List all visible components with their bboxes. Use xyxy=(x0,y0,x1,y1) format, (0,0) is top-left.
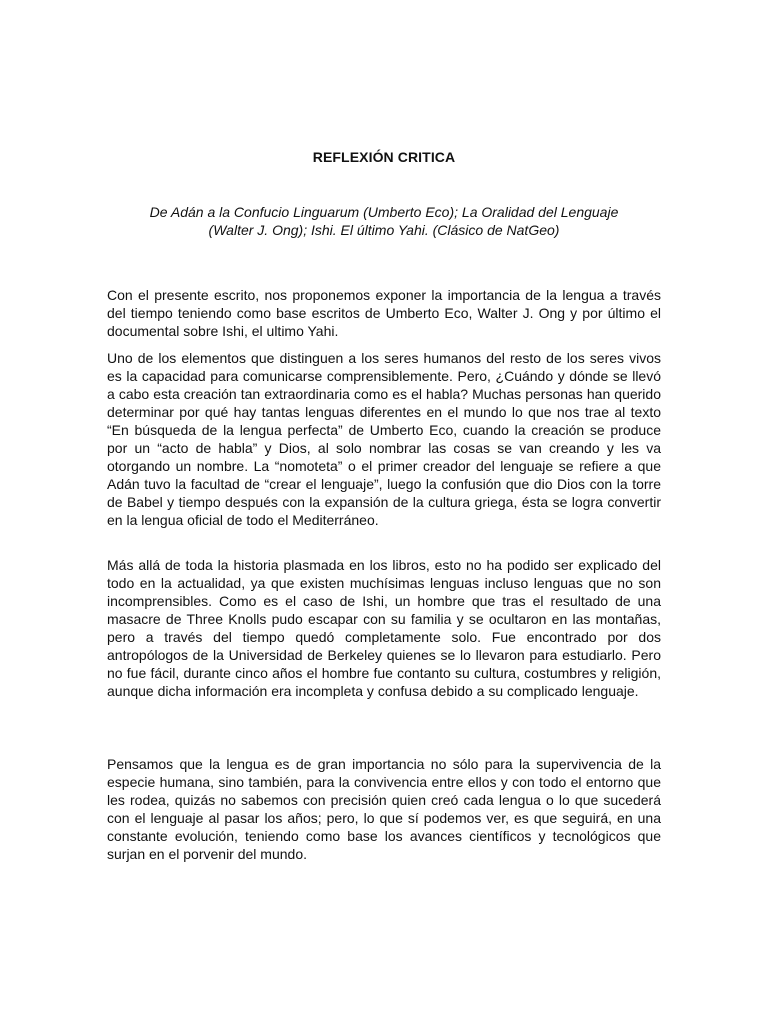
paragraph-text: Con el presente escrito, nos proponemos exponer la importancia de la lengua a través del tiempo teniendo como base escritos de Umberto Eco, Walter J. Ong y por último el documental sobre Ishi, el ultimo Yahi. xyxy=(107,287,661,339)
paragraph-4 xyxy=(107,755,661,863)
subtitle-line-1: De Adán a la Confucio Linguarum (Umberto Eco); La Oralidad del Lenguaje xyxy=(149,204,619,220)
paragraph-text: Más allá de toda la historia plasmada en los libros, esto no ha podido ser explicado del todo en la actualidad, ya que existen muchísimas lenguas incluso lenguas que no son incomprensibles. Como es el caso de Ishi, un hombre que tras el resultado de una masacre de Three Knolls pudo escapar con su familia y se ocultaron en las montañas, pero a través del tiempo quedó completamente solo. Fue encontrado por dos antropólogos de la Universidad de Berkeley quienes se lo llevaron para estudiarlo. Pero no fue fácil, durante cinco años el hombre fue contanto su cultura, costumbres y religión, aunque dicha información era incompleta y confusa debido a su complicado lenguaje. xyxy=(107,557,661,699)
paragraph-1 xyxy=(107,286,661,340)
paragraph-2 xyxy=(107,349,661,529)
paragraph-text: Uno de los elementos que distinguen a los seres humanos del resto de los seres vivos es la capacidad para comunicarse comprensiblemente. Pero, ¿Cuándo y dónde se llevó a cabo esta creación tan extraordinaria como es el habla? Muchas personas han querido determinar por qué hay tantas lenguas diferentes en el mundo lo que nos trae al texto “En búsqueda de la lengua perfecta” de Umberto Eco, cuando la creación se produce por un “acto de habla” y Dios, al solo nombrar las cosas se van creando y les va otorgando un nombre. La “nomoteta” o el primer creador del lenguaje se refiere a que Adán tuvo la facultad de “crear el lenguaje”, luego la confusión que dio Dios con la torre de Babel y tiempo después con la expansión de la cultura griega, ésta se logra convertir en la lengua oficial de todo el Mediterráneo. xyxy=(107,350,661,528)
paragraph-3 xyxy=(107,556,661,700)
paragraph-text: Pensamos que la lengua es de gran importancia no sólo para la supervivencia de la especie humana, sino también, para la convivencia entre ellos y con todo el entorno que les rodea, quizás no sabemos con precisión quien creó cada lengua o lo que sucederá con el lenguaje al pasar los años; pero, lo que sí podemos ver, es que seguirá, en una constante evolución, teniendo como base los avances científicos y tecnológicos que surjan en el porvenir del mundo. xyxy=(107,756,661,862)
document-title: REFLEXIÓN CRITICA xyxy=(312,149,456,165)
subtitle-line-2: (Walter J. Ong); Ishi. El último Yahi. (Clásico de NatGeo) xyxy=(208,222,560,238)
document-subtitle xyxy=(120,203,648,239)
